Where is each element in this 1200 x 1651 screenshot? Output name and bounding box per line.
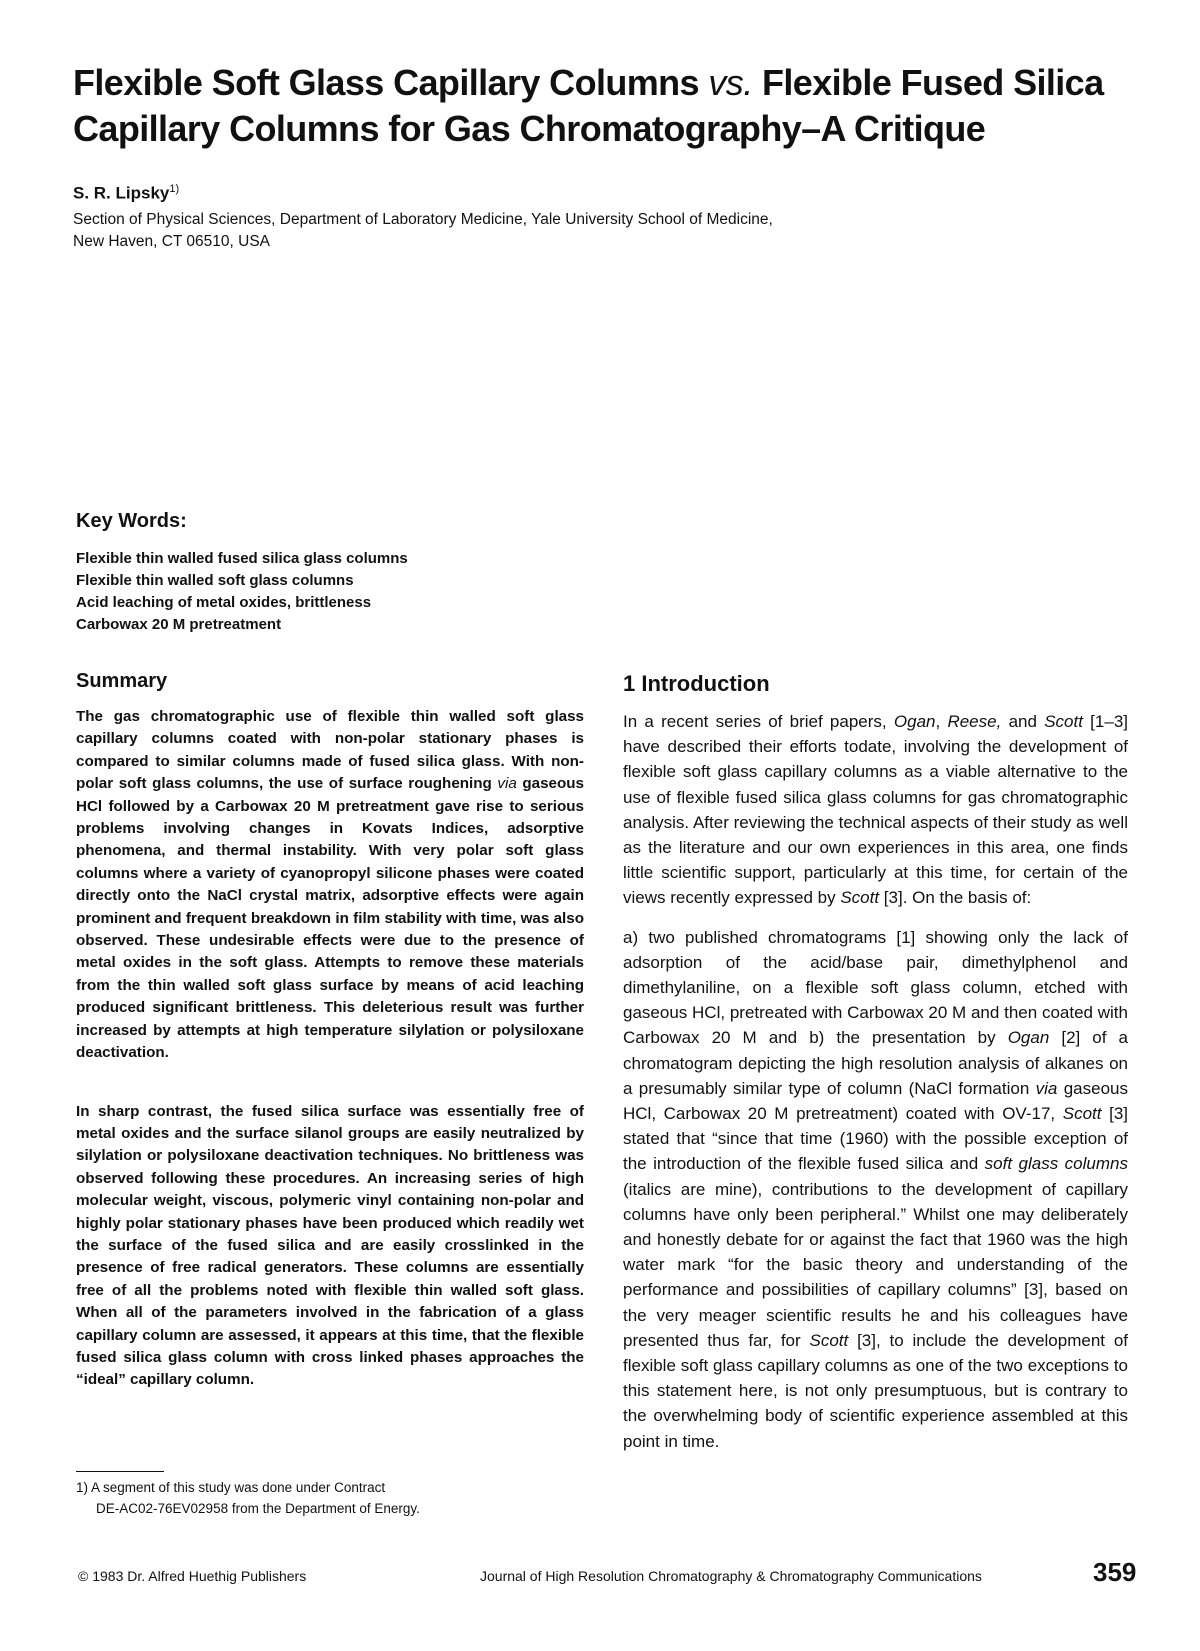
intro-italic: soft glass columns xyxy=(984,1154,1128,1174)
keyword-item: Carbowax 20 M pretreatment xyxy=(76,616,282,633)
affiliation-line-2: New Haven, CT 06510, USA xyxy=(73,233,271,250)
footnote-line-1: 1) A segment of this study was done under Contract xyxy=(76,1480,386,1495)
summary-heading: Summary xyxy=(76,670,168,692)
publisher-copyright: © 1983 Dr. Alfred Huethig Publishers xyxy=(78,1568,307,1584)
article-title xyxy=(73,60,1153,152)
affiliation-line-1: Section of Physical Sciences, Department of Laboratory Medicine, Yale University School of Medicine, xyxy=(73,211,773,228)
footnote-divider xyxy=(76,1471,164,1472)
affiliation xyxy=(73,209,1073,253)
intro-italic: Scott xyxy=(809,1330,849,1350)
intro-italic: Ogan xyxy=(1007,1028,1050,1048)
intro-text: [2] of a chromatogram depicting the high resolution analysis of alkanes on a presumably similar type of column (NaCl formation xyxy=(623,1028,1129,1098)
introduction-heading: 1 Introduction xyxy=(623,671,770,696)
summary-body xyxy=(76,706,584,1428)
intro-text: a) two published chromatograms [1] showing only the lack of adsorption of the acid/base pair, dimethylphenol and dimethylaniline, on a flexible soft glass column, etched with gaseous HCl, pretreated with Carbowax 20 M and then coated with Carbowax 20 M and b) the presentation by xyxy=(623,927,1128,1048)
intro-paragraph-1 xyxy=(623,709,1128,911)
intro-text: In a recent series of brief papers, xyxy=(623,712,894,731)
introduction-body xyxy=(623,709,1128,1468)
intro-text: [1–3] have described their efforts todate, involving the development of flexible soft glass capillary columns as a viable alternative to the use of flexible fused silica glass columns for gas chromatographic analysis. After reviewing the technical aspects of their study as well as the literature and our own experiences in this area, one finds little scientific support, particularly at this time, for certain of the views recently expressed by xyxy=(623,712,1128,908)
intro-italic: Reese, xyxy=(947,712,1002,731)
summary-text: gaseous HCl followed by a Carbowax 20 M pretreatment gave rise to serious problems involving changes in Kovats Indices, adsorptive phenomena, and thermal instability. With very polar soft glass columns where a variety of cyanopropyl silicone phases were coated directly onto the NaCl crystal matrix, adsorptive effects were again prominent and frequent breakdown in film stability with time, was also observed. These undesirable effects were due to the presence of metal oxides in the soft glass. Attempts to remove these materials from the thin walled soft glass surface by means of acid leaching produced significant brittleness. This deleterious result was further increased by attempts at high temperature silylation or polysiloxane deactivation. xyxy=(76,775,584,1062)
intro-text: gaseous HCl, Carbowax 20 M pretreatment) coated with OV-17, xyxy=(623,1078,1128,1124)
intro-italic: via xyxy=(1035,1078,1058,1098)
intro-paragraph-2 xyxy=(623,925,1128,1454)
keywords-heading: Key Words: xyxy=(76,510,187,532)
intro-italic: Scott xyxy=(1062,1104,1102,1124)
intro-text: (italics are mine), contributions to the development of capillary columns have only been peripheral.” Whilst one may deliberately and honestly debate for or against the fact that 1960 was the high water mark “for the basic theory and understanding of the performance and possibilities of capillary columns” [3], based on the very meager scientific results he and his colleagues have presented thus far, for xyxy=(623,1179,1128,1350)
intro-italic: Scott xyxy=(1044,712,1083,731)
intro-text: and xyxy=(1001,712,1045,731)
intro-text: [3] stated that “since that time (1960) with the possible exception of the introduction of the flexible fused silica and xyxy=(623,1104,1128,1174)
title-part-2: Flexible Fused Silica Capillary Columns for Gas Chromatography–A Critique xyxy=(73,62,1104,149)
footnote xyxy=(76,1477,596,1519)
author-footnote-mark: 1) xyxy=(169,183,180,195)
summary-paragraph-2: In sharp contrast, the fused silica surface was essentially free of metal oxides and the surface silanol groups are easily neutralized by silylation or polysiloxane deactivation techniques. No brittleness was observed following these procedures. An increasing series of high molecular weight, viscous, polymeric vinyl containing non-polar and highly polar stationary phases have been produced which readily wet the surface of the fused silica and are easily crosslinked in the presence of free radical generators. These columns are essentially free of all the problems noted with flexible thin walled soft glass. When all of the parameters involved in the fabrication of a glass capillary column are assessed, it appears at this time, that the flexible fused silica glass column with cross linked phases approaches the “ideal” capillary column. xyxy=(76,1102,584,1389)
keyword-item: Flexible thin walled soft glass columns xyxy=(76,572,354,589)
intro-italic: Ogan xyxy=(893,712,936,731)
summary-text: The gas chromatographic use of flexible thin walled soft glass capillary columns coated with non-polar stationary phases is compared to similar columns made of fused silica glass. With non-polar soft glass columns, the use of surface roughening xyxy=(76,708,584,793)
summary-italic-via: via xyxy=(497,775,517,793)
summary-paragraph-1 xyxy=(76,706,584,1065)
author-name: S. R. Lipsky xyxy=(73,183,170,203)
author xyxy=(73,183,179,204)
footnote-line-2: DE-AC02-76EV02958 from the Department of Energy. xyxy=(96,1501,420,1516)
keyword-item: Acid leaching of metal oxides, brittleness xyxy=(76,594,372,611)
intro-text: [3], to include the development of flexible soft glass capillary columns as one of the two exceptions to this statement here, is not only presumptuous, but is contrary to the overwhelming body of scientific experience assembled at this point in time. xyxy=(623,1330,1128,1451)
journal-name: Journal of High Resolution Chromatography & Chromatography Communications xyxy=(480,1568,982,1584)
intro-italic: Scott xyxy=(840,888,880,908)
page-number: 359 xyxy=(1093,1557,1137,1587)
keywords-list xyxy=(76,548,408,636)
title-part-1: Flexible Soft Glass Capillary Columns xyxy=(73,62,709,103)
intro-text: [3]. On the basis of: xyxy=(879,888,1032,908)
title-vs: vs. xyxy=(708,62,753,103)
intro-text: , xyxy=(935,712,948,731)
keyword-item: Flexible thin walled fused silica glass columns xyxy=(76,550,408,567)
